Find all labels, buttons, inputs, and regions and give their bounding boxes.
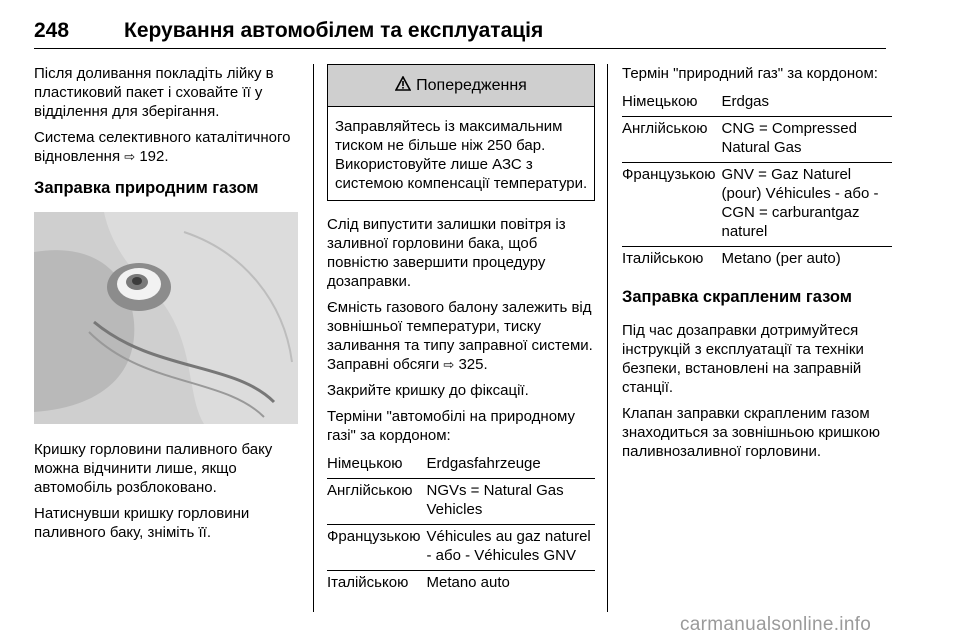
table-cell-language: Італійською xyxy=(327,574,409,591)
table-cell-language: Німецькою xyxy=(622,90,721,117)
table-cell-language: Італійською xyxy=(622,250,704,267)
table-cell-language: Французькою xyxy=(622,163,721,247)
paragraph-text: Ємність газового балону залежить від зовнішньої температури, тиску заливання та типу заправної системи. Заправні обсяги xyxy=(327,299,593,373)
table-row xyxy=(622,247,892,274)
table-row xyxy=(327,452,595,479)
page-number: 248 xyxy=(34,19,70,42)
column-divider-1 xyxy=(313,64,314,612)
table-cell-term: Metano (per auto) xyxy=(721,250,841,267)
page-title: Керування автомобілем та експлуатація xyxy=(124,19,544,42)
table-row xyxy=(622,90,892,117)
paragraph: Закрийте кришку до фіксації. xyxy=(327,382,529,399)
paragraph-with-ref xyxy=(34,128,299,166)
paragraph: Після доливання покладіть лійку в пластиковий пакет і сховайте її у відділення для зберігання. xyxy=(34,65,274,120)
page-header xyxy=(34,14,886,49)
section-heading: Заправка природним газом xyxy=(34,179,259,197)
fuel-cap-photo xyxy=(34,212,298,424)
paragraph-with-ref xyxy=(327,298,595,374)
warning-triangle-icon xyxy=(395,76,411,96)
table-cell-term: Erdgasfahrzeuge xyxy=(426,452,595,479)
paragraph: Кришку горловини паливного баку можна відчинити лише, якщо автомобіль розблоковано. xyxy=(34,441,273,496)
section-heading: Заправка скрапленим газом xyxy=(622,288,853,306)
paragraph: Термін "природний газ" за кордоном: xyxy=(622,65,878,82)
table-cell-language: Англійською xyxy=(327,479,426,525)
arrow-ref-icon: ⇨ xyxy=(443,357,455,372)
warning-title: Попередження xyxy=(416,77,527,94)
arrow-ref-icon: ⇨ xyxy=(124,149,136,164)
column-left xyxy=(34,64,299,549)
table-row xyxy=(622,117,892,163)
watermark: carmanualsonline.info xyxy=(680,614,872,635)
column-middle xyxy=(327,64,595,611)
paragraph: Клапан заправки скрапленим газом знаходиться за зовнішньою кришкою паливнозаливної горловини. xyxy=(622,405,881,460)
table-cell-term: Metano auto xyxy=(426,574,510,591)
table-cell-term: NGVs = Natural Gas Vehicles xyxy=(426,479,595,525)
terms-table-gas xyxy=(622,90,892,273)
terms-table-vehicles xyxy=(327,452,595,597)
table-row xyxy=(327,525,595,571)
table-cell-term: CNG = Compressed Natural Gas xyxy=(721,117,892,163)
table-cell-term: GNV = Gaz Naturel (pour) Véhicules - або - CGN = carburantgaz naturel xyxy=(721,163,892,247)
paragraph-text: Система селективного каталітичного відновлення xyxy=(34,129,291,165)
warning-text: Заправляйтесь із максимальним тиском не більше ніж 250 бар. Використовуйте лише АЗС з системою компенсації температури. xyxy=(335,118,588,192)
table-row xyxy=(327,571,595,598)
table-cell-term: Véhicules au gaz naturel - або - Véhicules GNV xyxy=(426,525,595,571)
table-cell-term: Erdgas xyxy=(721,90,892,117)
paragraph: Під час дозаправки дотримуйтеся інструкцій з експлуатації та техніки безпеки, встановлені на заправній станції. xyxy=(622,322,864,396)
paragraph: Слід випустити залишки повітря із заливної горловини бака, щоб повністю завершити процедуру дозаправки. xyxy=(327,216,566,290)
table-cell-language: Англійською xyxy=(622,117,721,163)
warning-header xyxy=(328,65,594,107)
page-ref[interactable]: 192. xyxy=(139,148,169,165)
table-cell-language: Німецькою xyxy=(327,452,426,479)
table-row xyxy=(622,163,892,247)
paragraph: Терміни "автомобілі на природному газі" за кордоном: xyxy=(327,408,576,444)
paragraph: Натиснувши кришку горловини паливного баку, зніміть її. xyxy=(34,505,250,541)
table-cell-language: Французькою xyxy=(327,525,426,571)
warning-box xyxy=(327,64,595,201)
column-right xyxy=(622,64,892,468)
column-divider-2 xyxy=(607,64,608,612)
table-row xyxy=(327,479,595,525)
page-ref[interactable]: 325. xyxy=(458,356,488,373)
